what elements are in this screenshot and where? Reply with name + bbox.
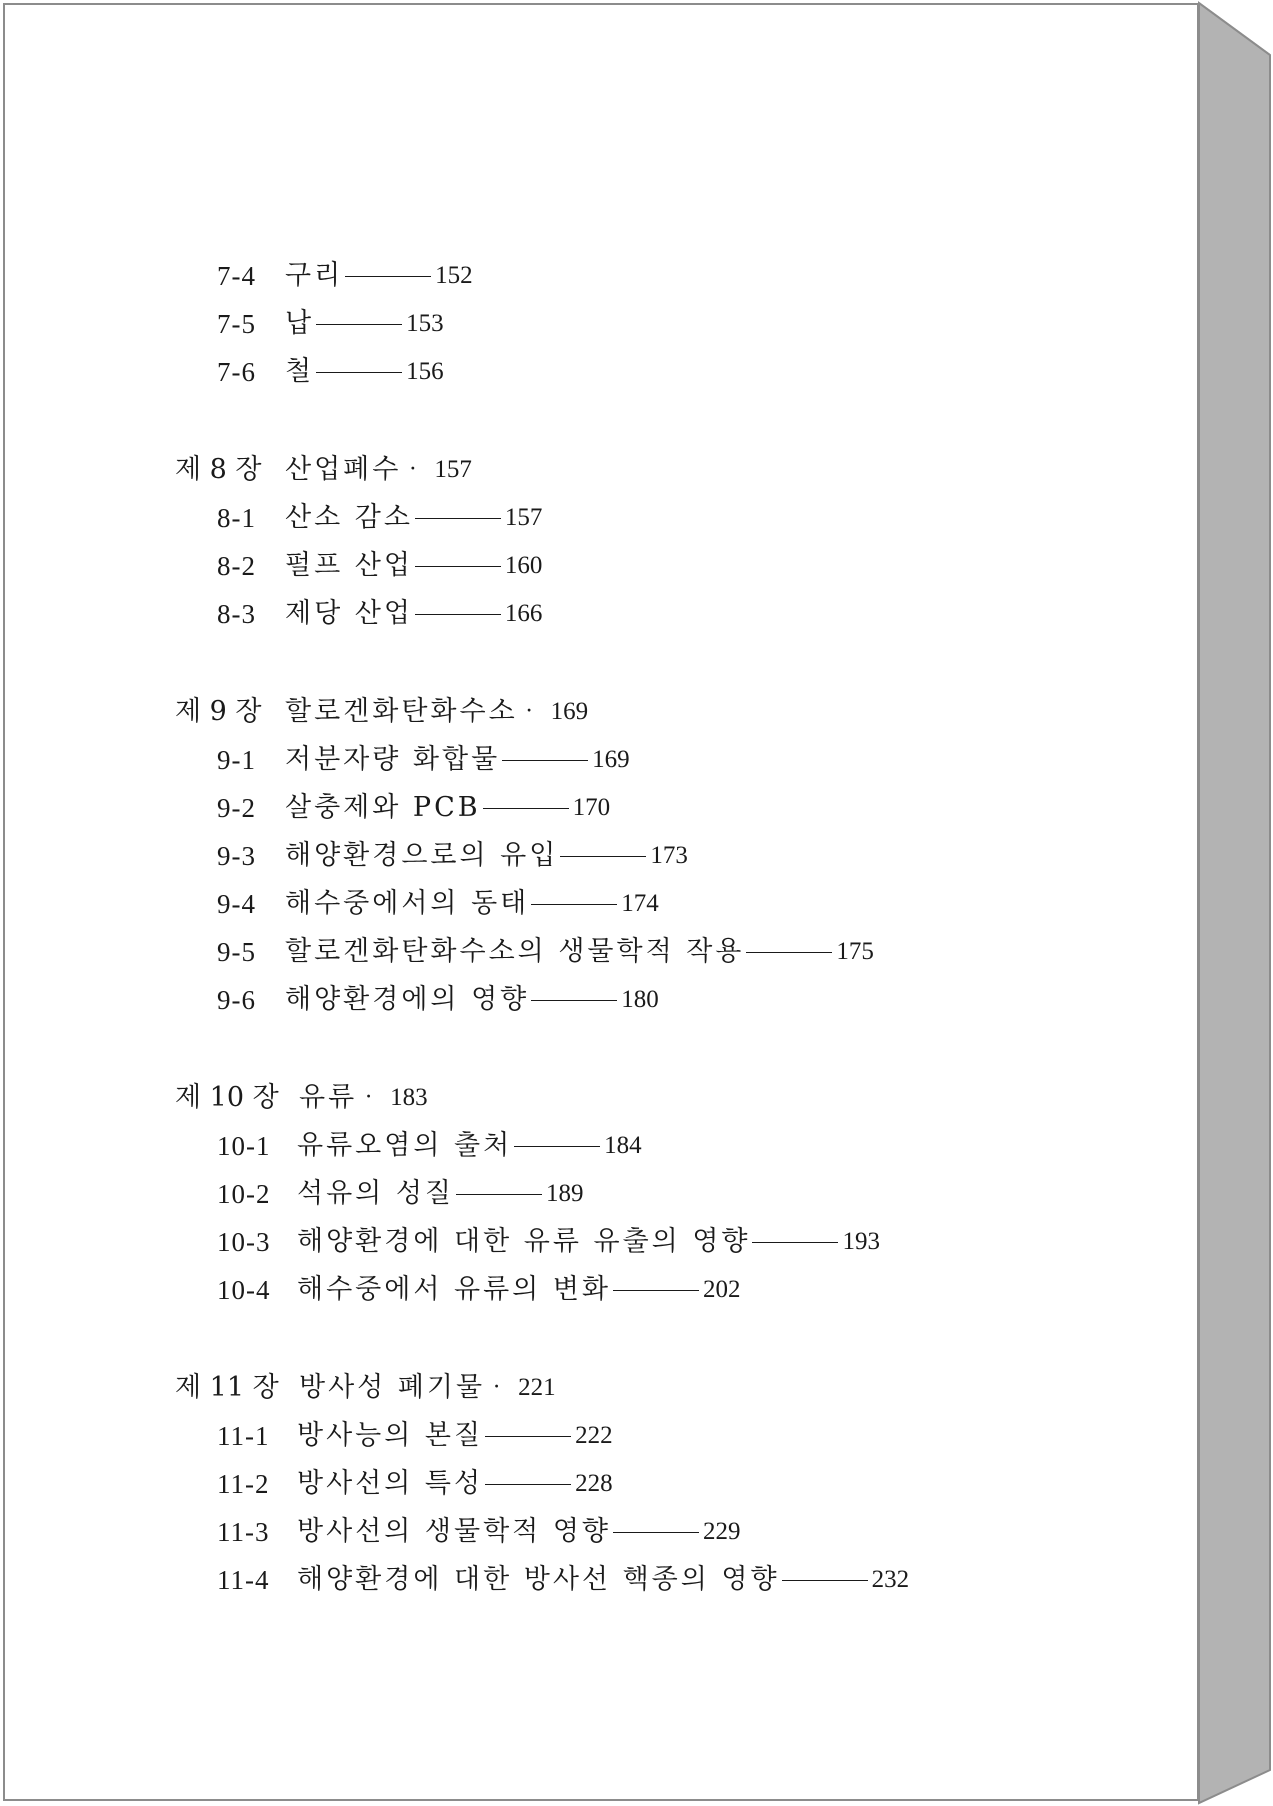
section-title: 해수중에서 유류의 변화 (297, 1274, 611, 1305)
section-number: 8-3 (217, 599, 256, 629)
leader-rule (485, 1436, 571, 1437)
section-number: 9-1 (217, 745, 256, 775)
section-page-number: 156 (406, 358, 444, 385)
toc-chapter-entry (175, 447, 472, 493)
section-number: 9-3 (217, 841, 256, 871)
toc-section-entry (217, 785, 610, 831)
section-page-number: 152 (435, 262, 473, 289)
chapter-page-number: 221 (518, 1374, 556, 1401)
section-number: 11-2 (217, 1469, 270, 1499)
section-page-number: 160 (504, 552, 543, 579)
leader-rule (483, 808, 569, 809)
section-title: 석유의 성질 (297, 1178, 454, 1209)
chapter-label: 제 10 장 (175, 1082, 279, 1113)
section-page-number: 153 (406, 310, 444, 337)
toc-section-entry (217, 881, 659, 927)
toc-section-entry (217, 977, 659, 1023)
toc-chapter-entry (175, 1365, 556, 1411)
section-title: 해양환경에의 영향 (285, 984, 530, 1015)
chapter-label: 제 11 장 (175, 1372, 279, 1403)
section-number: 8-2 (217, 551, 256, 581)
leader-rule (746, 952, 832, 953)
section-number: 11-4 (217, 1565, 270, 1595)
section-page-number: 175 (836, 938, 874, 965)
chapter-label: 제 9 장 (175, 696, 262, 727)
toc-section-entry (217, 591, 542, 637)
separator-dot: · (525, 699, 533, 724)
toc-section-entry (217, 833, 688, 879)
leader-rule (415, 518, 501, 519)
section-title: 해양환경으로의 유입 (285, 840, 559, 871)
chapter-title: 할로겐화탄화수소 (285, 696, 518, 727)
leader-rule (613, 1532, 699, 1533)
leader-rule (531, 904, 617, 905)
section-title: 유류오염의 출처 (297, 1130, 513, 1161)
section-number: 7-4 (217, 261, 256, 291)
leader-rule (531, 1000, 617, 1001)
section-title: 철 (285, 356, 315, 387)
leader-rule (316, 324, 402, 325)
section-title: 해양환경에 대한 방사선 핵종의 영향 (297, 1564, 780, 1595)
section-title: 납 (285, 308, 315, 339)
section-number: 10-1 (217, 1131, 271, 1161)
leader-rule (485, 1484, 571, 1485)
leader-rule (752, 1242, 838, 1243)
toc-section-entry (217, 495, 542, 541)
chapter-title: 방사성 폐기물 (299, 1372, 486, 1403)
toc-section-entry (217, 737, 630, 783)
toc-section-entry (217, 1267, 741, 1313)
section-title: 해수중에서의 동태 (285, 888, 530, 919)
section-title: 구리 (285, 260, 344, 291)
section-number: 10-4 (217, 1275, 271, 1305)
leader-rule (316, 372, 402, 373)
section-page-number: 169 (592, 746, 630, 773)
leader-rule (415, 614, 501, 615)
toc-section-entry (217, 1171, 584, 1217)
separator-dot: · (493, 1375, 501, 1400)
section-page-number: 222 (575, 1422, 613, 1449)
section-page-number: 184 (604, 1132, 642, 1159)
toc-section-entry (217, 1509, 741, 1555)
chapter-label: 제 8 장 (175, 454, 262, 485)
section-title: 산소 감소 (285, 502, 413, 533)
leader-rule (613, 1290, 699, 1291)
chapter-page-number: 157 (434, 456, 472, 483)
toc-section-entry (217, 253, 473, 299)
section-page-number: 193 (842, 1228, 880, 1255)
leader-rule (456, 1194, 542, 1195)
section-title: 제당 산업 (285, 598, 413, 629)
section-number: 9-2 (217, 793, 256, 823)
toc-section-entry (217, 1557, 909, 1603)
section-title: 할로겐화탄화수소의 생물학적 작용 (285, 936, 745, 967)
chapter-title: 산업폐수 (285, 454, 402, 485)
section-page-number: 180 (621, 986, 659, 1013)
toc-section-entry (217, 1219, 880, 1265)
toc-section-entry (217, 1461, 613, 1507)
section-page-number: 166 (504, 600, 543, 627)
leader-rule (502, 760, 588, 761)
section-page-number: 173 (650, 842, 688, 869)
section-page-number: 174 (621, 890, 659, 917)
leader-rule (514, 1146, 600, 1147)
section-number: 9-6 (217, 985, 256, 1015)
section-number: 7-6 (217, 357, 256, 387)
chapter-page-number: 169 (550, 698, 589, 725)
chapter-page-number: 183 (390, 1084, 428, 1111)
separator-dot: · (409, 457, 417, 482)
section-number: 8-1 (217, 503, 256, 533)
leader-rule (782, 1580, 868, 1581)
toc-section-entry (217, 301, 444, 347)
section-number: 10-2 (217, 1179, 271, 1209)
separator-dot: · (365, 1085, 373, 1110)
section-title: 해양환경에 대한 유류 유출의 영향 (297, 1226, 751, 1257)
section-page-number: 202 (703, 1276, 741, 1303)
section-page-number: 228 (575, 1470, 613, 1497)
toc-section-entry (217, 349, 444, 395)
section-page-number: 157 (504, 504, 543, 531)
section-number: 7-5 (217, 309, 256, 339)
toc-chapter-entry (175, 1075, 428, 1121)
leader-rule (560, 856, 646, 857)
toc-section-entry (217, 1123, 642, 1169)
section-title: 방사선의 특성 (297, 1468, 484, 1499)
section-title: 방사선의 생물학적 영향 (297, 1516, 611, 1547)
section-title: 저분자량 화합물 (285, 744, 501, 775)
section-title: 방사능의 본질 (297, 1420, 484, 1451)
toc-section-entry (217, 1413, 613, 1459)
toc-section-entry (217, 929, 874, 975)
toc-chapter-entry (175, 689, 588, 735)
section-page-number: 229 (703, 1518, 741, 1545)
section-title: 살충제와 PCB (285, 792, 481, 823)
toc-section-entry (217, 543, 542, 589)
section-number: 11-3 (217, 1517, 270, 1547)
leader-rule (345, 276, 431, 277)
section-title: 펄프 산업 (285, 550, 413, 581)
section-page-number: 189 (546, 1180, 584, 1207)
section-number: 11-1 (217, 1421, 270, 1451)
section-number: 9-5 (217, 937, 256, 967)
section-number: 10-3 (217, 1227, 271, 1257)
section-page-number: 232 (871, 1566, 910, 1593)
section-page-number: 170 (572, 794, 611, 821)
chapter-title: 유류 (299, 1082, 358, 1113)
leader-rule (415, 566, 501, 567)
section-number: 9-4 (217, 889, 256, 919)
